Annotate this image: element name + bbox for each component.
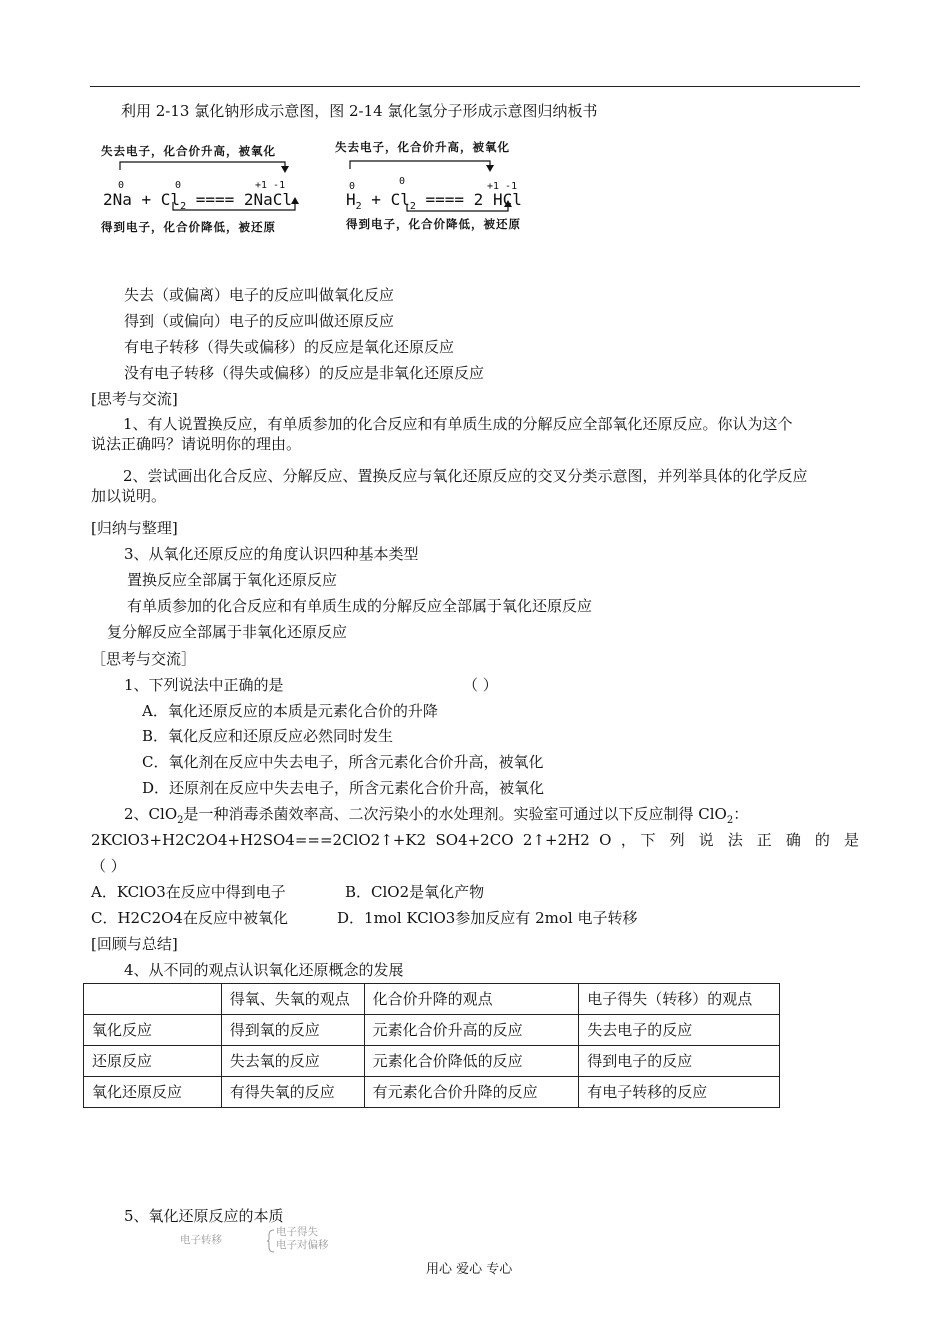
table-header-cell: 化合价升降的观点: [364, 984, 579, 1015]
diagram-hcl-bottom-label: 得到电子，化合价降低，被还原: [346, 217, 521, 231]
mc-2-equation: 2KClO3+H2C2O4+H2SO4===2ClO2↑+K2 SO4+2CO 2↑+2H2 O ，下 列 说 法 正 确 的 是: [91, 831, 859, 849]
table-header-cell: 得氧、失氧的观点: [221, 984, 364, 1015]
header-rule: [90, 86, 860, 87]
table-cell: 得到电子的反应: [579, 1046, 780, 1077]
mc-2-option-c: C．H2C2O4在反应中被氧化: [91, 909, 288, 927]
table-cell: 有元素化合价升降的反应: [364, 1077, 579, 1108]
table-cell: 还原反应: [84, 1046, 222, 1077]
table-cell: 元素化合价降低的反应: [364, 1046, 579, 1077]
mc-1-option-b: B．氧化反应和还原反应必然同时发生: [142, 727, 394, 745]
concept-table: [83, 983, 780, 1108]
table-cell: 元素化合价升高的反应: [364, 1015, 579, 1046]
ox-state-nacl: +1 -1: [255, 180, 286, 191]
brace-top-label: 电子得失: [276, 1226, 318, 1238]
mc-2-option-d: D．1mol KClO3参加反应有 2mol 电子转移: [337, 909, 638, 927]
brace-icon: [266, 1229, 276, 1253]
mc-1-option-c: C．氧化剂在反应中失去电子，所含元素化合价升高，被氧化: [142, 753, 544, 771]
mc-question-1-blank: （ ）: [463, 676, 498, 694]
section-3-title: 3、从氧化还原反应的角度认识四种基本类型: [124, 545, 419, 563]
table-header-cell: [84, 984, 222, 1015]
equation-hcl: $H_2 + Cl_2$ ==== 2 HCl: [346, 190, 522, 213]
ox-state-h: 0: [349, 181, 356, 192]
page-footer: 用心 爱心 专心: [426, 1262, 513, 1277]
ox-state-na: 0: [118, 180, 125, 191]
table-row: [84, 1077, 780, 1108]
brace-bottom-label: 电子对偏移: [276, 1239, 329, 1251]
mc-question-2-blank: （ ）: [91, 857, 126, 875]
section-heading-summary: [归纳与整理]: [91, 519, 178, 537]
section-heading-think: [思考与交流]: [91, 390, 178, 408]
equation-nacl: $2Na + Cl_2$ ==== 2NaCl: [103, 190, 293, 213]
table-header-row: [84, 984, 780, 1015]
ox-state-cl2: 0: [399, 176, 406, 187]
table-row: [84, 1046, 780, 1077]
table-row: [84, 1015, 780, 1046]
question-1: 1、有人说置换反应，有单质参加的化合反应和有单质生成的分解反应全部氧化还原反应。你认为这个 说法正确吗？请说明你的理由。: [91, 415, 793, 453]
mc-question-2: 2、ClO$_2$是一种消毒杀菌效率高、二次污染小的水处理剂。实验室可通过以下反应制得 ClO$_2$：: [124, 805, 749, 826]
section-3-item-c: 复分解反应全部属于非氧化还原反应: [107, 623, 348, 641]
mc-question-1: 1、下列说法中正确的是: [124, 676, 284, 694]
mc-1-option-d: D．还原剂在反应中失去电子，所含元素化合价升高，被氧化: [142, 779, 545, 797]
section-5-title: 5、氧化还原反应的本质: [124, 1207, 284, 1225]
section-3-item-b: 有单质参加的化合反应和有单质生成的分解反应全部属于氧化还原反应: [127, 597, 593, 615]
table-cell: 有电子转移的反应: [579, 1077, 780, 1108]
mc-2-option-a: A．KClO3在反应中得到电子: [91, 883, 286, 901]
table-cell: 氧化反应: [84, 1015, 222, 1046]
section-heading-review: [回顾与总结]: [91, 935, 178, 953]
question-2: 2、尝试画出化合反应、分解反应、置换反应与氧化还原反应的交叉分类示意图，并列举具体的化学反应 加以说明。: [91, 467, 808, 505]
diagram-nacl-top-label: 失去电子，化合价升高，被氧化: [101, 144, 276, 158]
ox-state-cl: 0: [175, 180, 182, 191]
definition-reduction: 得到（或偏向）电子的反应叫做还原反应: [124, 312, 395, 330]
table-cell: 失去电子的反应: [579, 1015, 780, 1046]
section-3-item-a: 置换反应全部属于氧化还原反应: [127, 571, 338, 589]
table-header-cell: 电子得失（转移）的观点: [579, 984, 780, 1015]
definition-oxidation: 失去（或偏离）电子的反应叫做氧化反应: [124, 286, 395, 304]
table-cell: 有得失氧的反应: [221, 1077, 364, 1108]
brace-left-label: 电子转移: [180, 1234, 222, 1246]
mc-2-option-b: B．ClO2是氧化产物: [345, 883, 485, 901]
intro-text: 利用 2-13 氯化钠形成示意图，图 2-14 氯化氢分子形成示意图归纳板书: [121, 102, 598, 120]
mc-1-option-a: A．氧化还原反应的本质是元素化合价的升降: [142, 702, 438, 720]
table-cell: 得到氧的反应: [221, 1015, 364, 1046]
table-cell: 氧化还原反应: [84, 1077, 222, 1108]
definition-non-redox: 没有电子转移（得失或偏移）的反应是非氧化还原反应: [124, 364, 485, 382]
section-heading-think-2: ［思考与交流］: [91, 650, 197, 668]
diagram-nacl-bottom-label: 得到电子，化合价降低，被还原: [101, 220, 276, 234]
ox-state-hcl: +1 -1: [487, 181, 518, 192]
diagram-hcl-top-label: 失去电子，化合价升高，被氧化: [335, 140, 510, 154]
table-cell: 失去氧的反应: [221, 1046, 364, 1077]
definition-redox: 有电子转移（得失或偏移）的反应是氧化还原反应: [124, 338, 455, 356]
section-4-title: 4、从不同的观点认识氧化还原概念的发展: [124, 961, 404, 979]
